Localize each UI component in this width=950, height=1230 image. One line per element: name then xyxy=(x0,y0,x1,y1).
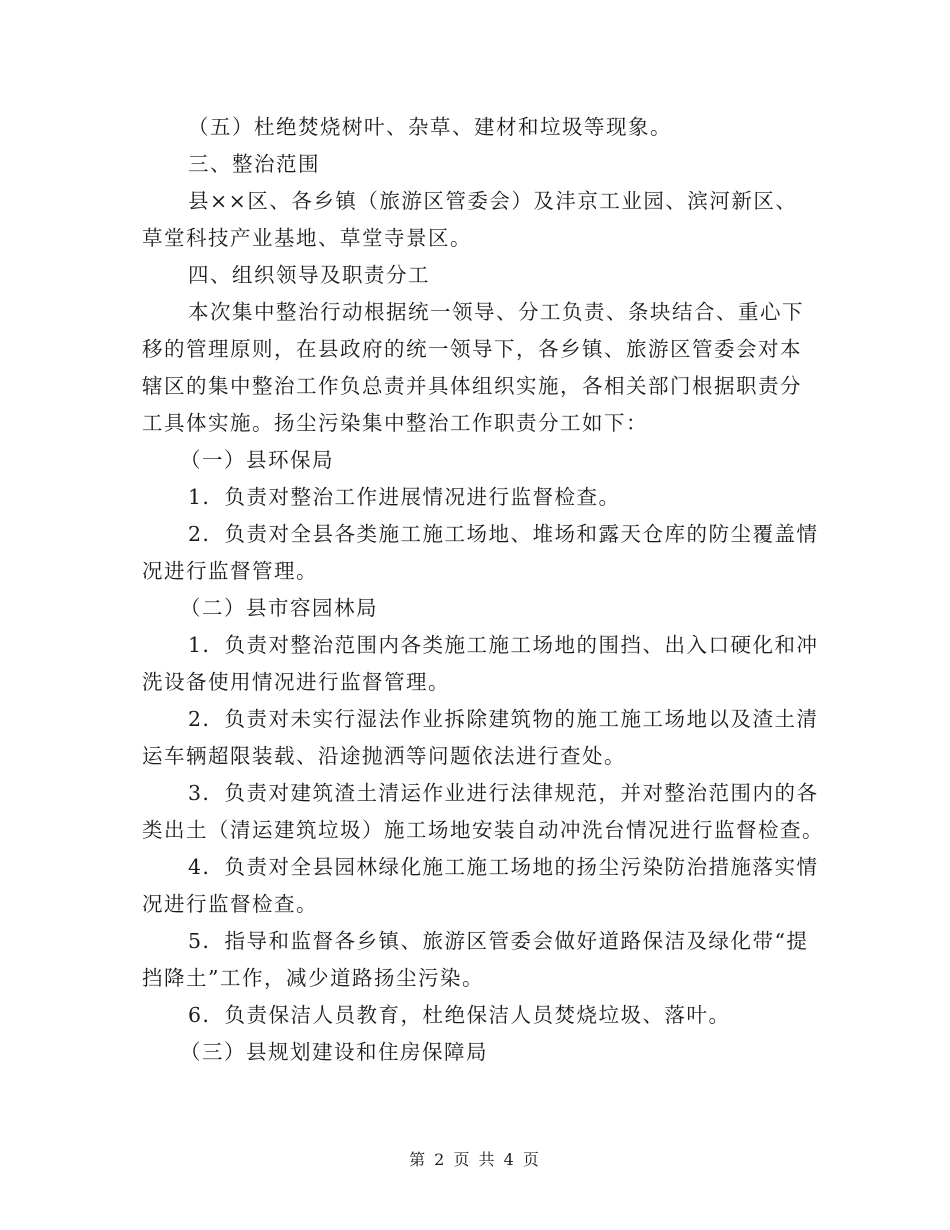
city-item-2-line-1: 2．负责对未实行湿法作业拆除建筑物的施工施工场地以及渣土清 xyxy=(188,707,819,731)
env-item-1: 1．负责对整治工作进展情况进行监督检查。 xyxy=(188,485,621,509)
env-item-2-line-2: 况进行监督管理。 xyxy=(142,559,318,583)
city-item-4-line-2: 况进行监督检查。 xyxy=(142,892,318,916)
city-item-3-line-2: 类出土（清运建筑垃圾）施工场地安装自动冲洗台情况进行监督检查。 xyxy=(142,818,824,842)
intro-paragraph-line-2: 移的管理原则，在县政府的统一领导下，各乡镇、旅游区管委会对本 xyxy=(142,337,802,361)
city-item-5-line-2: 挡降土”工作，减少道路扬尘污染。 xyxy=(142,966,484,990)
page-number-footer: 第 2 页 共 4 页 xyxy=(409,1150,541,1169)
city-item-1-line-1: 1．负责对整治范围内各类施工施工场地的围挡、出入口硬化和冲 xyxy=(188,633,819,657)
env-item-2-line-1: 2．负责对全县各类施工施工场地、堆场和露天仓库的防尘覆盖情 xyxy=(188,522,819,546)
subheading-city-appearance-bureau: （二）县市容园林局 xyxy=(180,596,378,620)
city-item-4-line-1: 4．负责对全县园林绿化施工施工场地的扬尘污染防治措施落实情 xyxy=(188,855,819,879)
heading-organization: 四、组织领导及职责分工 xyxy=(188,263,430,287)
scope-paragraph-line-1: 县××区、各乡镇（旅游区管委会）及沣京工业园、滨河新区、 xyxy=(188,189,798,213)
city-item-1-line-2: 洗设备使用情况进行监督管理。 xyxy=(142,670,450,694)
city-item-2-line-2: 运车辆超限装载、沿途抛洒等问题依法进行查处。 xyxy=(142,744,626,768)
city-item-3-line-1: 3．负责对建筑渣土清运作业进行法律规范，并对整治范围内的各 xyxy=(188,781,819,805)
section-5-item: （五）杜绝焚烧树叶、杂草、建材和垃圾等现象。 xyxy=(188,115,672,139)
intro-paragraph-line-1: 本次集中整治行动根据统一领导、分工负责、条块结合、重心下 xyxy=(188,300,804,324)
intro-paragraph-line-3: 辖区的集中整治工作负总责并具体组织实施，各相关部门根据职责分 xyxy=(142,374,802,398)
subheading-environmental-bureau: （一）县环保局 xyxy=(180,448,334,472)
city-item-5-line-1: 5．指导和监督各乡镇、旅游区管委会做好道路保洁及绿化带“提 xyxy=(188,929,809,953)
scope-paragraph-line-2: 草堂科技产业基地、草堂寺景区。 xyxy=(142,226,472,250)
intro-paragraph-line-4: 工具体实施。扬尘污染集中整治工作职责分工如下： xyxy=(142,411,648,435)
subheading-planning-housing-bureau: （三）县规划建设和住房保障局 xyxy=(180,1040,488,1064)
heading-scope: 三、整治范围 xyxy=(188,152,320,176)
city-item-6: 6．负责保洁人员教育，杜绝保洁人员焚烧垃圾、落叶。 xyxy=(188,1003,731,1027)
